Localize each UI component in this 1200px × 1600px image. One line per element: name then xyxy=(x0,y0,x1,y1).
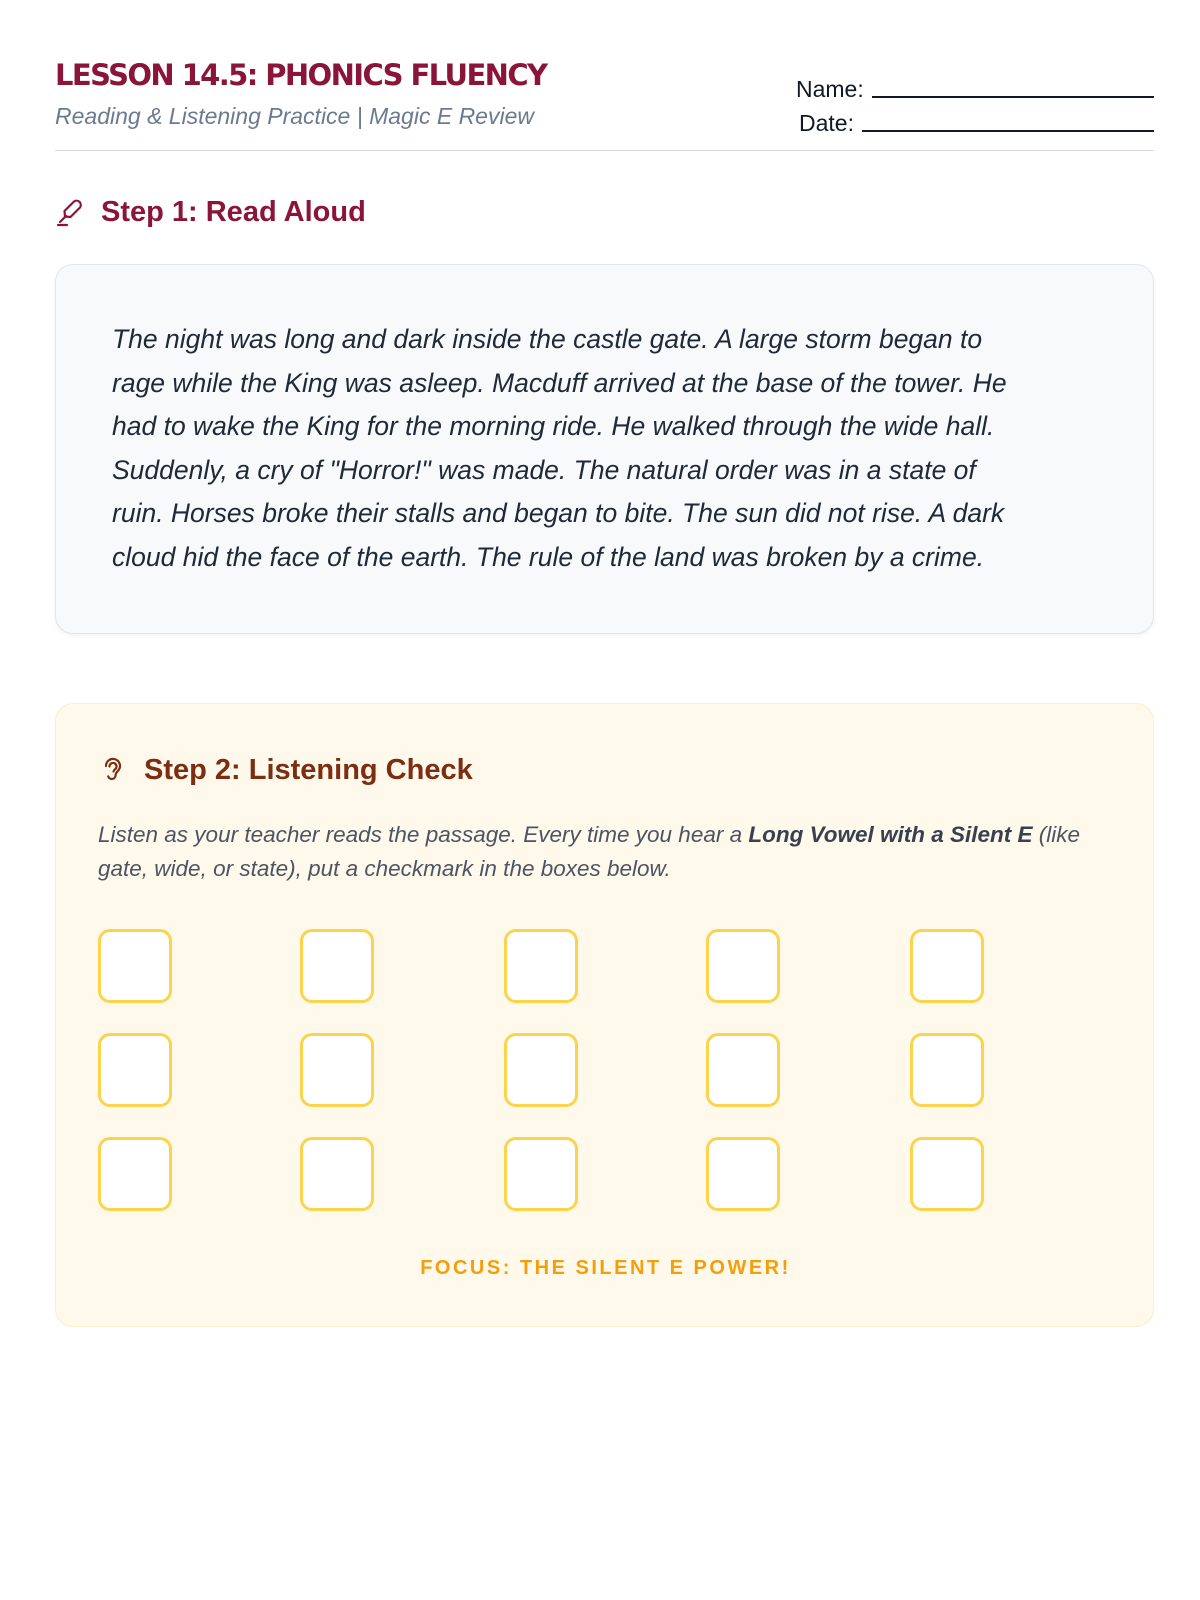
checkbox-grid xyxy=(98,929,1018,1229)
reading-passage xyxy=(112,318,1097,579)
instruction-text-end: (like gate, wide, or state), put a checkmark in the boxes below. xyxy=(98,822,1081,881)
step2-heading: Step 2: Listening Check xyxy=(144,753,473,786)
checkbox[interactable] xyxy=(504,1137,578,1211)
name-field[interactable] xyxy=(794,69,1154,103)
focus-label: FOCUS: THE SILENT E POWER! xyxy=(420,1257,791,1279)
checkbox[interactable] xyxy=(504,929,578,1003)
date-field[interactable] xyxy=(794,103,1154,137)
name-label: Name: xyxy=(796,76,864,102)
passage-line: Suddenly, a cry of "Horror!" was made. The natural order was in a state of xyxy=(112,454,976,485)
instruction-text: Listen as your teacher reads the passage. Every time you hear a xyxy=(98,822,749,847)
checkbox[interactable] xyxy=(706,1033,780,1107)
checkbox[interactable] xyxy=(98,1137,172,1211)
reading-passage-card xyxy=(55,264,1154,634)
checkbox[interactable] xyxy=(300,1033,374,1107)
lesson-title: LESSON 14.5: PHONICS FLUENCY xyxy=(55,58,547,92)
passage-line: The night was long and dark inside the castle gate. A large storm began to xyxy=(112,324,983,354)
name-line[interactable] xyxy=(872,96,1154,98)
passage-line: rage while the King was asleep. Macduff arrived at the base of the tower. He xyxy=(112,367,1007,398)
step2-header xyxy=(98,748,473,792)
passage-line: cloud hid the face of the earth. The rule of the land was broken by a crime. xyxy=(112,541,985,572)
passage-line: had to wake the King for the morning ride. He walked through the wide hall. xyxy=(112,411,995,441)
checkbox[interactable] xyxy=(98,1033,172,1107)
instruction-emphasis: Long Vowel with a Silent E xyxy=(748,822,1033,847)
checkbox[interactable] xyxy=(910,1033,984,1107)
listening-instructions xyxy=(98,818,1118,886)
checkbox[interactable] xyxy=(98,929,172,1003)
student-fields xyxy=(794,69,1154,137)
ear-icon xyxy=(98,755,128,785)
passage-line: ruin. Horses broke their stalls and began to bite. The sun did not rise. A dark xyxy=(112,498,1005,528)
checkbox[interactable] xyxy=(910,929,984,1003)
step1-header xyxy=(55,190,366,234)
step1-heading: Step 1: Read Aloud xyxy=(101,195,366,228)
date-label: Date: xyxy=(799,110,854,136)
microphone-icon xyxy=(55,197,85,227)
date-line[interactable] xyxy=(862,130,1154,132)
worksheet-header xyxy=(55,0,1154,151)
worksheet-page xyxy=(55,0,1154,1279)
checkbox[interactable] xyxy=(300,1137,374,1211)
checkbox[interactable] xyxy=(706,1137,780,1211)
listening-check-card xyxy=(55,703,1154,1327)
checkbox[interactable] xyxy=(706,929,780,1003)
checkbox[interactable] xyxy=(910,1137,984,1211)
lesson-subtitle: Reading & Listening Practice | Magic E Review xyxy=(55,103,534,129)
checkbox[interactable] xyxy=(300,929,374,1003)
checkbox[interactable] xyxy=(504,1033,578,1107)
